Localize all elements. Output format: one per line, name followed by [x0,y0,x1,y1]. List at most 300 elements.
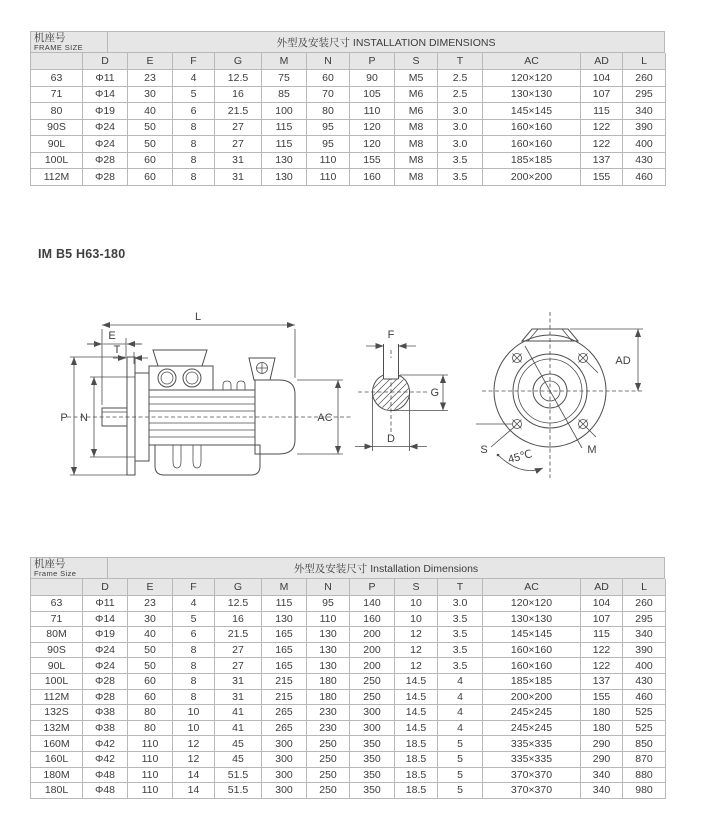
frame-size-cell: 63 [31,596,83,612]
value-cell: 137 [581,674,623,690]
value-cell: 4 [438,690,483,706]
value-cell: 4 [173,596,215,612]
value-cell: Φ11 [83,70,128,87]
value-cell: 95 [307,136,350,153]
value-cell: 27 [215,136,262,153]
column-header: E [128,53,173,70]
dim-label-D: D [387,433,395,445]
value-cell: 250 [307,736,350,752]
value-cell: 51.5 [215,768,262,784]
value-cell: 2.5 [438,87,483,104]
value-cell: 180 [581,705,623,721]
value-cell: 880 [623,768,666,784]
value-cell: Φ24 [83,136,128,153]
column-header: AC [483,579,581,596]
value-cell: 122 [581,136,623,153]
top-dimensions-table [30,31,665,186]
frame-size-cell: 90S [31,643,83,659]
column-header: P [350,579,395,596]
value-cell: 14.5 [395,674,438,690]
value-cell: 155 [581,690,623,706]
value-cell: 8 [173,643,215,659]
value-cell: 160×160 [483,658,581,674]
value-cell: 60 [128,169,173,186]
value-cell: 107 [581,87,623,104]
value-cell: 105 [350,87,395,104]
section-title: IM B5 H63-180 [38,247,126,261]
value-cell: 145×145 [483,103,581,120]
value-cell: 23 [128,70,173,87]
dim-label-E: E [108,330,116,342]
value-cell: 60 [128,674,173,690]
value-cell: Φ14 [83,612,128,628]
value-cell: Φ19 [83,627,128,643]
value-cell: Φ48 [83,768,128,784]
value-cell: Φ42 [83,736,128,752]
value-cell: 165 [262,627,307,643]
value-cell: 60 [128,153,173,170]
value-cell: 3.0 [438,596,483,612]
value-cell: 850 [623,736,666,752]
frame-size-cell: 180L [31,783,83,799]
column-header: M [262,53,307,70]
value-cell: 110 [307,169,350,186]
value-cell: Φ14 [83,87,128,104]
value-cell: 165 [262,643,307,659]
value-cell: 104 [581,70,623,87]
value-cell: 230 [307,705,350,721]
value-cell: 130 [307,627,350,643]
value-cell: 160 [350,169,395,186]
value-cell: 3.0 [438,136,483,153]
value-cell: 265 [262,705,307,721]
value-cell: 10 [395,596,438,612]
value-cell: 400 [623,136,666,153]
table-row [31,612,665,628]
bolt-hole-icon [513,354,522,363]
value-cell: 185×185 [483,153,581,170]
dim-label-S: S [480,444,488,456]
value-cell: 60 [128,690,173,706]
value-cell: 18.5 [395,768,438,784]
value-cell: 122 [581,643,623,659]
table-row [31,153,665,170]
value-cell: 335×335 [483,752,581,768]
value-cell: 430 [623,674,666,690]
value-cell: 130×130 [483,612,581,628]
frame-size-header [31,32,108,53]
value-cell: 250 [307,768,350,784]
value-cell: 185×185 [483,674,581,690]
table-row [31,627,665,643]
value-cell: 5 [173,87,215,104]
value-cell: 4 [438,721,483,737]
value-cell: 250 [307,752,350,768]
value-cell: 6 [173,103,215,120]
value-cell: 70 [307,87,350,104]
value-cell: 40 [128,627,173,643]
column-header-row [31,53,665,70]
tie-rod-loops-bottom [173,445,201,468]
value-cell: 30 [128,612,173,628]
value-cell: 230 [307,721,350,737]
value-cell: Φ24 [83,120,128,137]
value-cell: 31 [215,674,262,690]
value-cell: 370×370 [483,768,581,784]
column-header: P [350,53,395,70]
value-cell: 160 [350,612,395,628]
m-leader-line [525,346,582,448]
flange-front-view [476,312,643,478]
value-cell: 350 [350,736,395,752]
terminal-box [149,366,213,390]
value-cell: Φ28 [83,674,128,690]
value-cell: M8 [395,120,438,137]
value-cell: 110 [128,752,173,768]
bolt-hole-icon [513,420,522,429]
column-header: D [83,579,128,596]
value-cell: 180 [307,674,350,690]
column-header-empty [31,53,83,70]
value-cell: 155 [581,169,623,186]
value-cell: 4 [438,674,483,690]
value-cell: 120×120 [483,596,581,612]
value-cell: 160×160 [483,136,581,153]
table-row [31,752,665,768]
column-header: G [215,53,262,70]
value-cell: Φ24 [83,658,128,674]
value-cell: 137 [581,153,623,170]
tie-rod-loops-top [223,381,245,390]
table-row [31,596,665,612]
value-cell: 3.5 [438,627,483,643]
value-cell: 300 [262,768,307,784]
value-cell: 95 [307,596,350,612]
frame-size-cell: 71 [31,612,83,628]
value-cell: 50 [128,658,173,674]
value-cell: 14.5 [395,705,438,721]
value-cell: 350 [350,752,395,768]
frame-size-en: Frame Size [34,569,77,579]
shaft-section-view [344,329,452,451]
value-cell: 8 [173,153,215,170]
value-cell: 215 [262,674,307,690]
value-cell: 5 [438,768,483,784]
column-header: AC [483,53,581,70]
value-cell: 122 [581,120,623,137]
value-cell: 14 [173,768,215,784]
value-cell: 75 [262,70,307,87]
value-cell: 12.5 [215,596,262,612]
value-cell: 110 [128,768,173,784]
value-cell: 160×160 [483,643,581,659]
value-cell: 3.5 [438,169,483,186]
value-cell: 4 [173,70,215,87]
value-cell: 31 [215,169,262,186]
table-row [31,783,665,799]
value-cell: 3.5 [438,612,483,628]
frame-size-cell: 132S [31,705,83,721]
dim-label-T: T [113,344,121,356]
value-cell: 300 [262,783,307,799]
table-body [31,596,665,799]
value-cell: 23 [128,596,173,612]
column-header: N [307,579,350,596]
dim-label-angle: 45℃ [506,448,534,467]
column-header: L [623,53,666,70]
value-cell: 80 [307,103,350,120]
column-header-empty [31,579,83,596]
value-cell: 250 [307,783,350,799]
value-cell: 50 [128,120,173,137]
value-cell: 115 [262,596,307,612]
value-cell: 250 [350,674,395,690]
value-cell: 340 [623,627,666,643]
value-cell: Φ38 [83,721,128,737]
table-row [31,70,665,87]
value-cell: 51.5 [215,783,262,799]
value-cell: 340 [623,103,666,120]
value-cell: 31 [215,153,262,170]
value-cell: 12 [173,736,215,752]
value-cell: 300 [262,752,307,768]
value-cell: 350 [350,768,395,784]
value-cell: 200×200 [483,169,581,186]
dim-ext-G [393,375,448,411]
value-cell: Φ19 [83,103,128,120]
table-row [31,674,665,690]
bolt-hole-icon [579,420,588,429]
value-cell: 250 [350,690,395,706]
value-cell: 12 [395,627,438,643]
value-cell: 290 [581,736,623,752]
value-cell: Φ24 [83,643,128,659]
frame-size-cell: 80M [31,627,83,643]
value-cell: 110 [128,736,173,752]
cable-gland-inner [186,372,198,384]
value-cell: 110 [128,783,173,799]
dim-label-AC: AC [317,412,333,424]
value-cell: 95 [307,120,350,137]
column-header: AD [581,579,623,596]
value-cell: 45 [215,752,262,768]
value-cell: 12 [395,658,438,674]
column-header: T [438,53,483,70]
frame-size-cell: 132M [31,721,83,737]
value-cell: M5 [395,70,438,87]
table-header-row [31,558,665,579]
value-cell: 41 [215,705,262,721]
table-row [31,721,665,737]
value-cell: 40 [128,103,173,120]
value-cell: 980 [623,783,666,799]
value-cell: 8 [173,169,215,186]
value-cell: 3.0 [438,103,483,120]
value-cell: Φ48 [83,783,128,799]
value-cell: 41 [215,721,262,737]
value-cell: 8 [173,136,215,153]
value-cell: 27 [215,643,262,659]
value-cell: 115 [262,136,307,153]
value-cell: 160×160 [483,120,581,137]
value-cell: 30 [128,87,173,104]
value-cell: 295 [623,87,666,104]
table-row [31,690,665,706]
column-header: E [128,579,173,596]
value-cell: 115 [581,103,623,120]
value-cell: 85 [262,87,307,104]
column-header: F [173,53,215,70]
value-cell: 180 [307,690,350,706]
value-cell: 140 [350,596,395,612]
value-cell: 8 [173,690,215,706]
cable-gland-inner [161,372,173,384]
value-cell: 60 [307,70,350,87]
value-cell: 120 [350,136,395,153]
frame-size-cell: 160L [31,752,83,768]
table-header-row [31,32,665,53]
value-cell: 145×145 [483,627,581,643]
value-cell: 155 [350,153,395,170]
value-cell: Φ42 [83,752,128,768]
value-cell: Φ28 [83,169,128,186]
value-cell: 130 [262,169,307,186]
value-cell: 265 [262,721,307,737]
value-cell: 50 [128,136,173,153]
value-cell: 400 [623,658,666,674]
table-row [31,736,665,752]
column-header-row [31,579,665,596]
dim-label-F: F [387,329,395,341]
frame-size-cell: 71 [31,87,83,104]
value-cell: Φ28 [83,690,128,706]
value-cell: 370×370 [483,783,581,799]
value-cell: 3.5 [438,153,483,170]
value-cell: 104 [581,596,623,612]
dim-label-G: G [430,387,439,399]
value-cell: 5 [438,752,483,768]
frame-size-cell: 90S [31,120,83,137]
table-row [31,169,665,186]
frame-size-zh: 机座号 [34,32,66,44]
column-header: AD [581,53,623,70]
dim-ext-L [102,329,295,405]
key-slot [384,358,398,379]
value-cell: 200×200 [483,690,581,706]
column-header: S [395,53,438,70]
value-cell: 16 [215,612,262,628]
value-cell: 390 [623,643,666,659]
value-cell: 50 [128,643,173,659]
value-cell: 31 [215,690,262,706]
value-cell: 27 [215,658,262,674]
value-cell: Φ38 [83,705,128,721]
value-cell: 350 [350,783,395,799]
value-cell: 122 [581,658,623,674]
value-cell: 10 [173,705,215,721]
value-cell: 5 [173,612,215,628]
value-cell: 180 [581,721,623,737]
value-cell: 14.5 [395,690,438,706]
table-row [31,705,665,721]
value-cell: 130 [307,643,350,659]
frame-size-cell: 112M [31,690,83,706]
frame-size-cell: 80 [31,103,83,120]
value-cell: 130 [262,612,307,628]
value-cell: 245×245 [483,705,581,721]
value-cell: 260 [623,70,666,87]
value-cell: 110 [307,153,350,170]
value-cell: 6 [173,627,215,643]
installation-dimensions-header: 外型及安装尺寸 INSTALLATION DIMENSIONS [108,32,665,53]
column-header: F [173,579,215,596]
terminal-box-cover [153,350,207,366]
column-header: L [623,579,666,596]
value-cell: 90 [350,70,395,87]
value-cell: 525 [623,721,666,737]
table-body [31,70,665,186]
value-cell: 110 [350,103,395,120]
value-cell: 27 [215,120,262,137]
value-cell: 16 [215,87,262,104]
value-cell: 5 [438,736,483,752]
bottom-dimensions-table [30,557,665,799]
value-cell: 870 [623,752,666,768]
value-cell: 80 [128,705,173,721]
dim-label-N: N [80,412,88,424]
value-cell: M8 [395,153,438,170]
installation-dimensions-header: 外型及安装尺寸 Installation Dimensions [108,558,665,579]
value-cell: 18.5 [395,736,438,752]
motor-side-view [60,311,351,475]
value-cell: 460 [623,169,666,186]
value-cell: 215 [262,690,307,706]
value-cell: 21.5 [215,627,262,643]
dim-label-M: M [587,444,597,456]
frame-size-cell: 63 [31,70,83,87]
value-cell: 14 [173,783,215,799]
bolt-hole-icon [579,354,588,363]
frame-size-cell: 90L [31,136,83,153]
value-cell: Φ11 [83,596,128,612]
value-cell: 80 [128,721,173,737]
value-cell: 525 [623,705,666,721]
dim-label-AD: AD [615,355,631,367]
value-cell: 165 [262,658,307,674]
value-cell: 18.5 [395,783,438,799]
value-cell: 120 [350,120,395,137]
value-cell: Φ28 [83,153,128,170]
value-cell: 21.5 [215,103,262,120]
value-cell: 115 [581,627,623,643]
frame-size-header [31,558,108,579]
value-cell: 110 [307,612,350,628]
value-cell: M6 [395,103,438,120]
frame-size-cell: 160M [31,736,83,752]
value-cell: 340 [581,783,623,799]
column-header: G [215,579,262,596]
column-header: N [307,53,350,70]
value-cell: 200 [350,658,395,674]
value-cell: 390 [623,120,666,137]
value-cell: 107 [581,612,623,628]
value-cell: 8 [173,120,215,137]
value-cell: 115 [262,120,307,137]
frame-size-cell: 100L [31,153,83,170]
column-header: T [438,579,483,596]
motor-outline-drawing [55,300,667,512]
value-cell: M6 [395,87,438,104]
